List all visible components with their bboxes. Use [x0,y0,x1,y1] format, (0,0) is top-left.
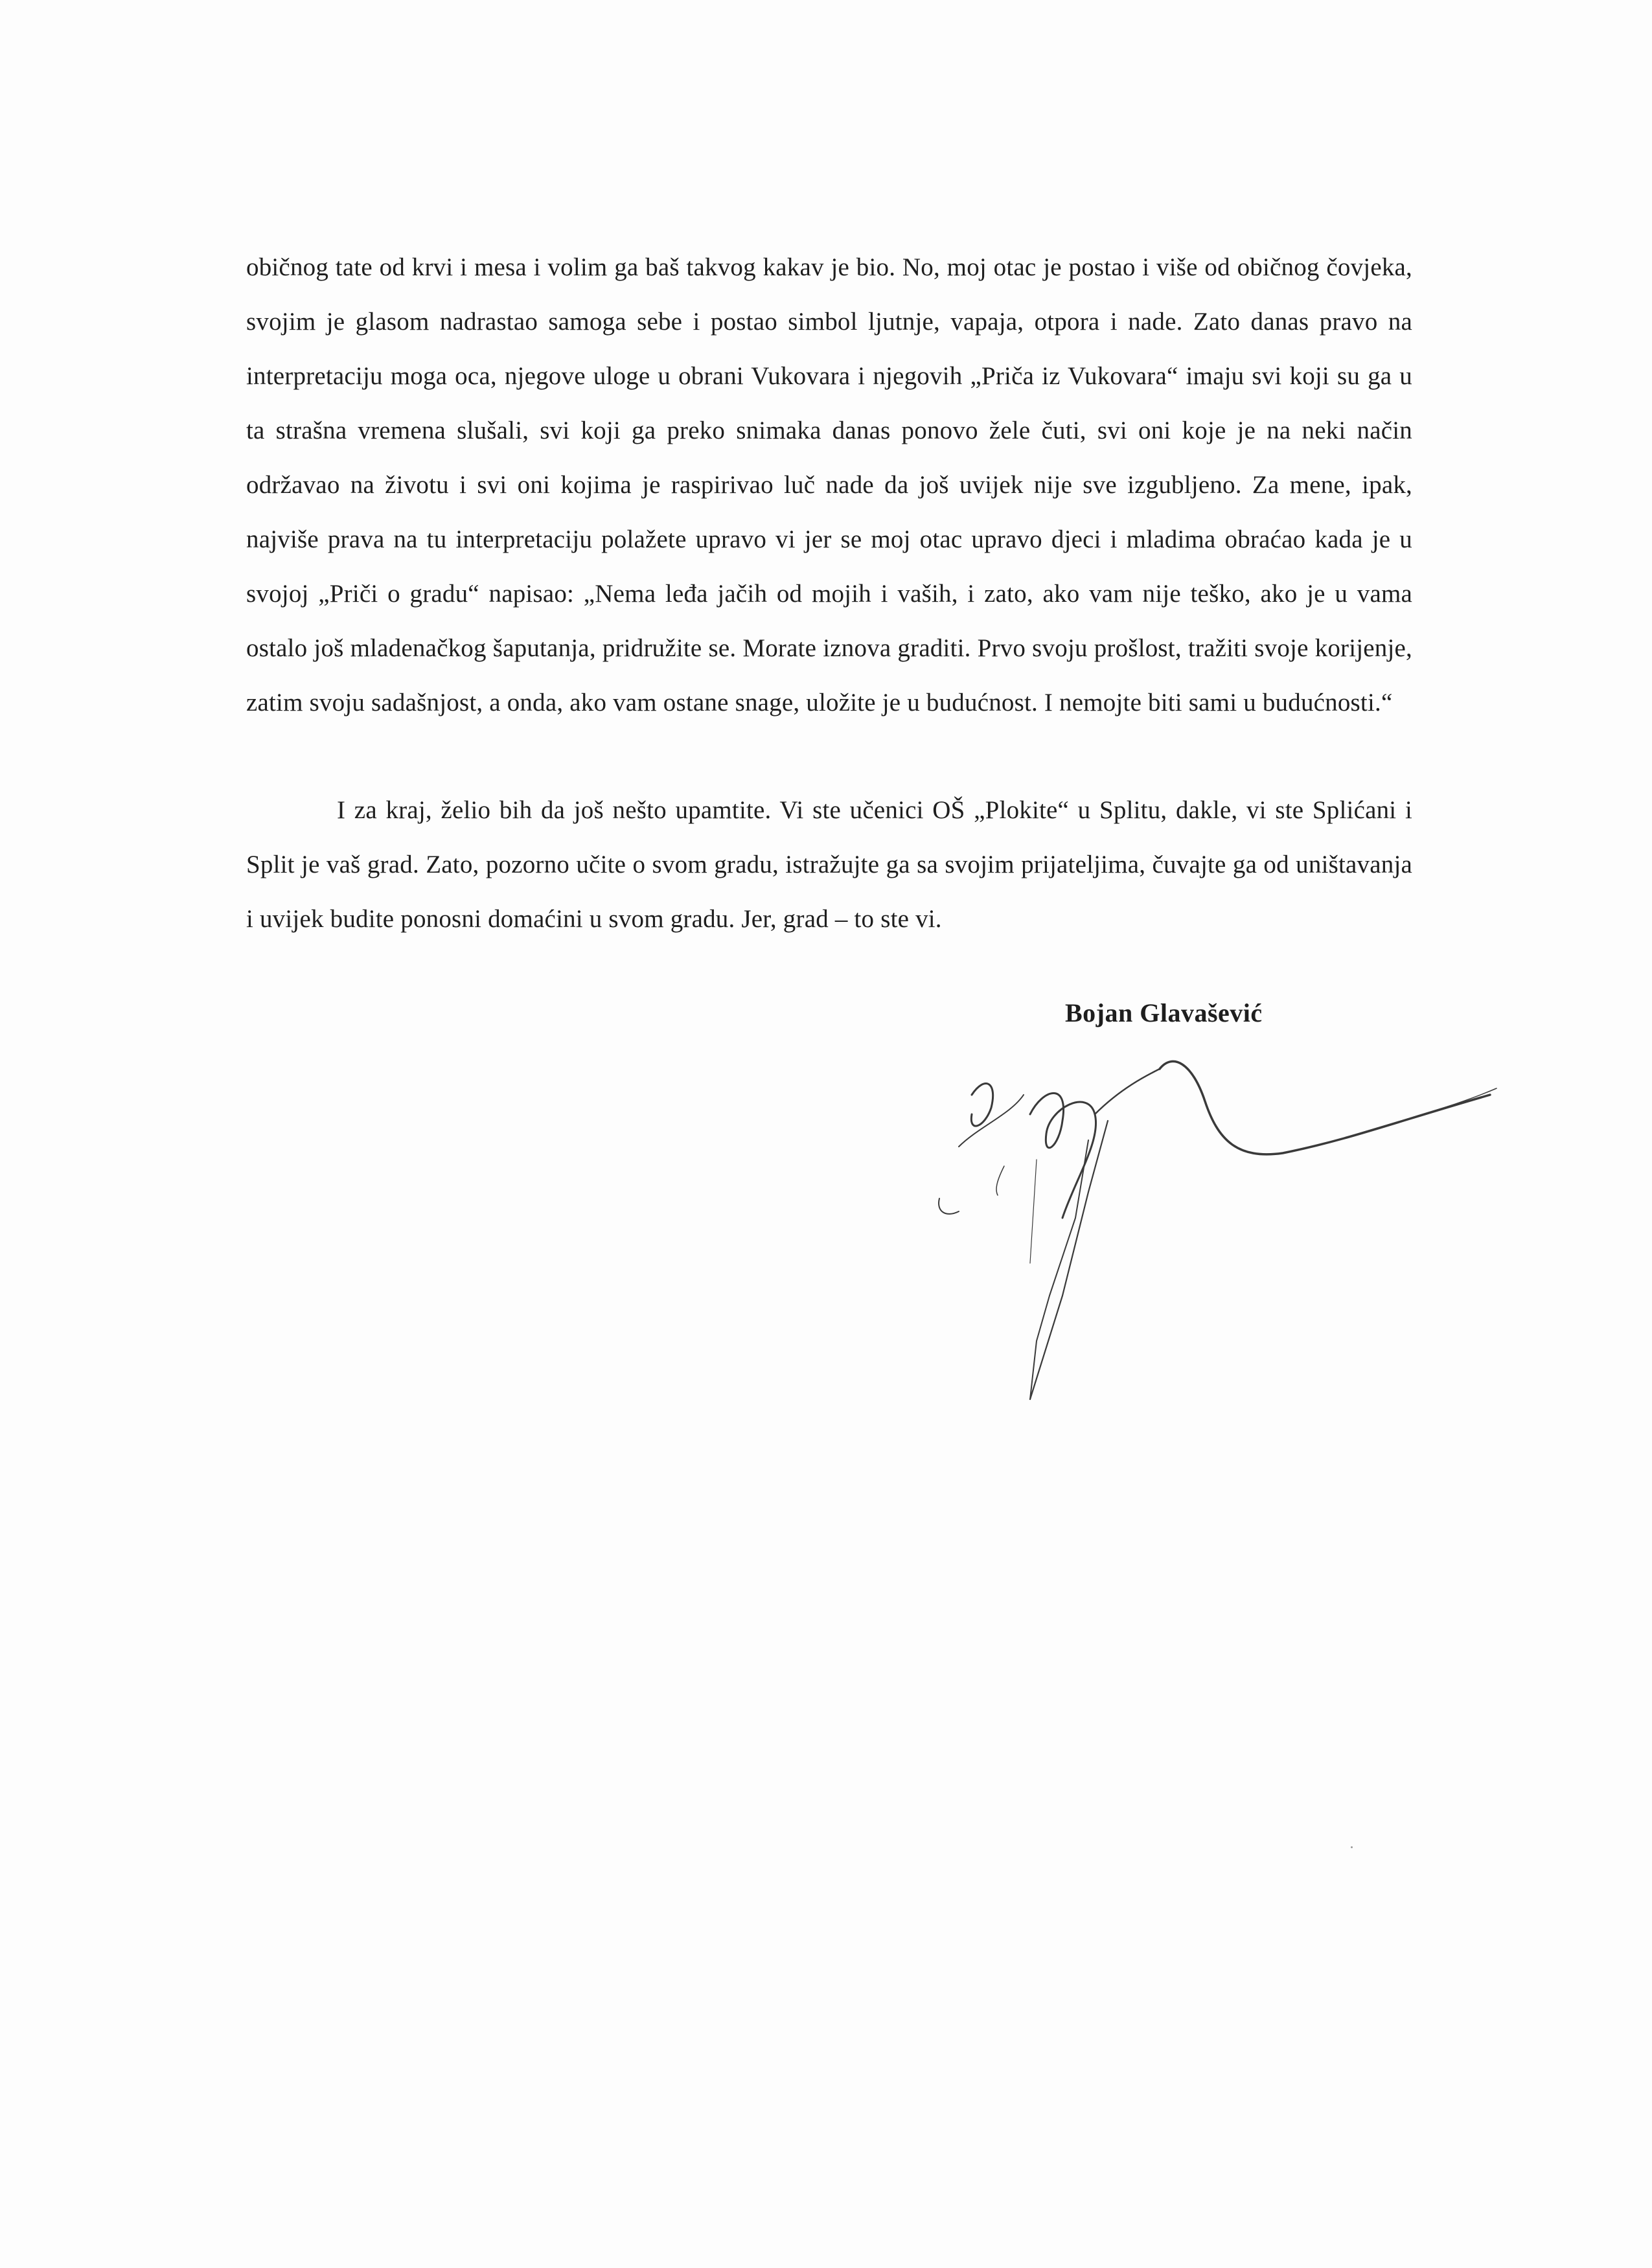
scan-speck [1351,1846,1353,1848]
letter-paragraph-1: običnog tate od krvi i mesa i volim ga baš takvog kakav je bio. No, moj otac je postao i više od običnog čovjeka, svojim je glasom nadrastao samoga sebe i postao simbol ljutnje, vapaja, otpora i nade. Zato danas pravo na interpretaciju moga oca, njegove uloge u obrani Vukovara i njegovih „Priča iz Vukovara“ imaju svi koji su ga u ta strašna vremena slušali, svi koji ga preko snimaka danas ponovo žele čuti, svi oni koje je na neki način održavao na životu i svi oni kojima je raspirivao luč nade da još uvijek nije sve izgubljeno. Za mene, ipak, najviše prava na tu interpretaciju polažete upravo vi jer se moj otac upravo djeci i mladima obraćao kada je u svojoj „Priči o gradu“ napisao: „Nema leđa jačih od mojih i vaših, i zato, ako vam nije teško, ako je u vama ostalo još mladenačkog šaputanja, pridružite se. Morate iznova graditi. Prvo svoju prošlost, tražiti svoje korijenje, zatim svoju sadašnjost, a onda, ako vam ostane snage, uložite je u budućnost. I nemojte biti sami u budućnosti.“ [246,253,1412,716]
letter-paragraph-2: I za kraj, želio bih da još nešto upamtite. Vi ste učenici OŠ „Plokite“ u Splitu, dakle, vi ste Splićani i Split je vaš grad. Zato, pozorno učite o svom gradu, istražujte ga sa svojim prijateljima, čuvajte ga od uništavanja i uvijek budite ponosni domaćini u svom gradu. Jer, grad – to ste vi. [246,796,1412,933]
handwritten-signature [933,1049,1516,1451]
signature-name: Bojan Glavašević [1065,998,1263,1027]
